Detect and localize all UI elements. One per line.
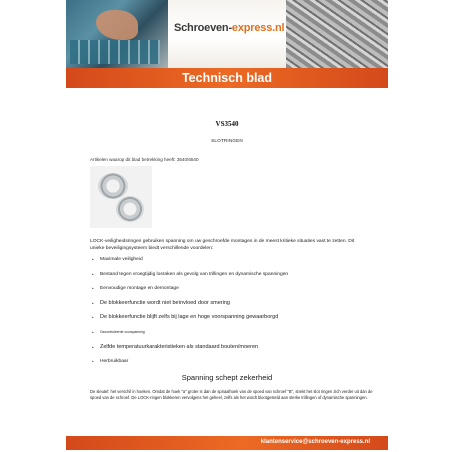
footer-bar: [66, 436, 388, 450]
feature-list: [90, 256, 368, 365]
technical-sheet-page: [66, 0, 388, 452]
applies-to-text: Artikelen waarop dit blad betrekking heeft: 3540/6540: [90, 157, 199, 162]
feature-text: Eenvoudige montage en demontage: [100, 286, 179, 292]
header-photo-screws: [286, 0, 388, 68]
brand-logo: [174, 22, 286, 34]
feature-item: [90, 256, 368, 263]
feature-text: Zelfde temperatuurkarakteristieken als standaard bouten/moeren: [100, 343, 259, 350]
header-photo-tools: [66, 0, 168, 68]
bullet-icon: •: [92, 257, 94, 262]
page-title: Technisch blad: [181, 71, 273, 85]
bullet-icon: •: [92, 359, 94, 365]
bullet-icon: •: [92, 344, 94, 350]
feature-text: De blokkeerfunctie blijft zelfs bij lage en hoge voorspanning gewaarborgd: [100, 314, 279, 321]
footer-email: klantenservice@schroeven-express.nl: [260, 439, 370, 445]
feature-item: [90, 344, 368, 351]
bullet-icon: •: [92, 271, 94, 277]
bullet-icon: •: [92, 329, 94, 335]
feature-text: Gecontroleerde voorspanning: [100, 329, 145, 334]
bullet-icon: •: [92, 286, 94, 292]
section-title: Spanning schept zekerheid: [181, 373, 273, 382]
intro-paragraph: LOCK-veiligheidsringen gebruiken spanning om uw geschroefde montages in de meest kritieke situaties vast te zetten. Dit unieke beveiligingsysteem biedt verschillende voordelen:: [90, 239, 355, 251]
washer-image: [98, 173, 128, 199]
product-subtitle: SLOTRINGEN: [211, 138, 243, 143]
feature-text: Bestand tegen vroegtijdig losraken als gevolg van trillingen en dynamische spanningen: [100, 271, 289, 277]
logo-main-text: Schroeven-: [174, 22, 232, 34]
feature-text: Maximale veiligheid: [100, 257, 143, 262]
feature-text: Herbruikbaar: [100, 359, 129, 365]
feature-item: [90, 300, 368, 307]
product-photo-washers: [90, 166, 152, 228]
logo-panel: [168, 0, 286, 68]
bullet-icon: •: [92, 300, 94, 306]
washer-image: [116, 196, 144, 222]
header-banner: [66, 0, 388, 68]
feature-item: [90, 271, 368, 278]
title-bar: [66, 68, 388, 88]
feature-item: [90, 358, 368, 365]
logo-accent-text: express.nl: [231, 22, 285, 34]
feature-text: De blokkeerfunctie wordt niet beïnvloed door smering: [100, 299, 230, 306]
bullet-icon: •: [92, 315, 94, 321]
product-code: VS3540: [215, 120, 239, 128]
feature-item: [90, 329, 368, 336]
feature-item: [90, 285, 368, 292]
feature-item: [90, 314, 368, 321]
explanation-paragraph: De sleutel: het verschil in hoeken. Omdat de hoek "a" groter is dan de spiraalhoek van de spoed van schroef "B", strekt het slot ringen zich verder uit dan de spoed van de schroef. De LOCK-ringen blokkeren vervolgens het geheel, zelfs als het wordt blootgesteld aan sterke trillingen of dynamische spanningen.: [90, 389, 373, 400]
